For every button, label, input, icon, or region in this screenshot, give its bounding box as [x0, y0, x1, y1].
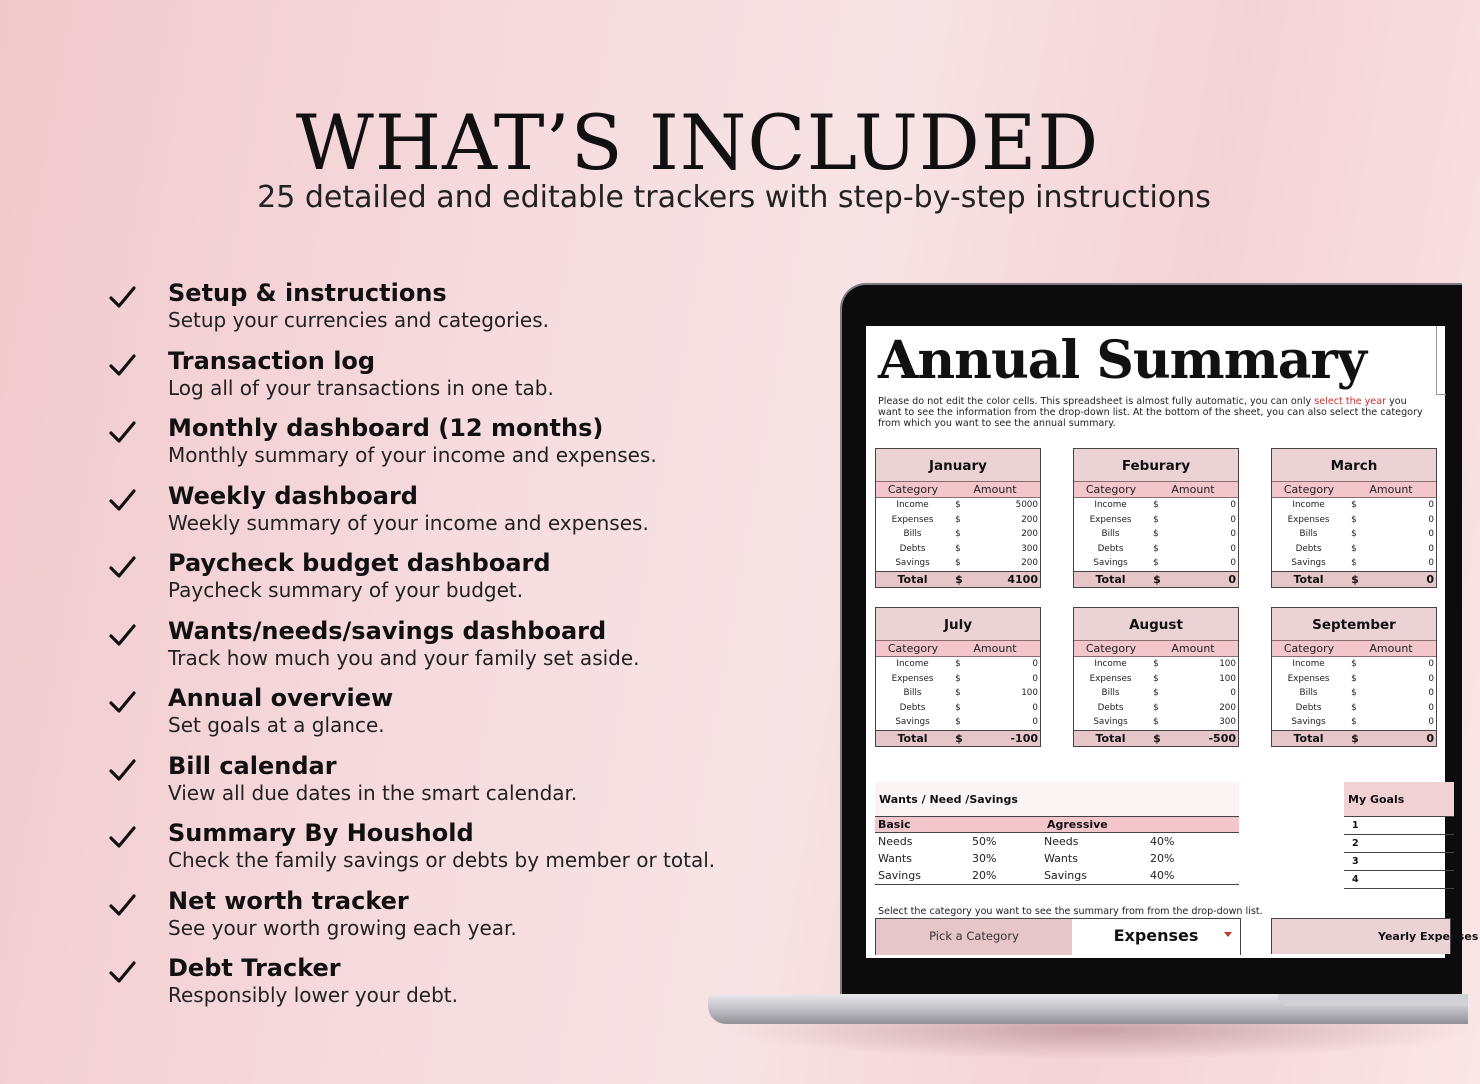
check-icon [108, 352, 136, 378]
wns-agressive-label: Agressive [1047, 818, 1108, 831]
feature-title: Debt Tracker [168, 954, 341, 982]
feature-item [106, 278, 786, 346]
month-row: Expenses $ 0 [1089, 514, 1236, 525]
month-row: Income $ 0 [1292, 500, 1434, 510]
month-row: Expenses $ 0 [1287, 514, 1434, 525]
feature-description: Weekly summary of your income and expenses. [168, 510, 649, 535]
feature-item [106, 683, 786, 751]
select-year-highlight: select the year [1314, 396, 1387, 407]
month-row: Savings $ 300 [1093, 717, 1236, 728]
my-goals-table [1344, 782, 1454, 889]
feature-title: Annual overview [168, 684, 394, 712]
month-row: Expenses $ 100 [1089, 673, 1236, 684]
month-column-header: Category Amount [876, 640, 1040, 657]
month-row: Income $ 100 [1094, 659, 1236, 669]
category-dropdown[interactable] [1072, 919, 1240, 955]
month-row: Income $ 0 [1292, 659, 1434, 669]
check-icon [108, 419, 136, 445]
month-row: Income $ 0 [896, 659, 1038, 669]
feature-title: Transaction log [168, 346, 376, 375]
sheet-title: Annual Summary [878, 330, 1367, 391]
month-total-row: Total $ 0 [1272, 571, 1436, 587]
wns-column-header [875, 816, 1239, 833]
goal-row[interactable]: 2 [1344, 834, 1454, 852]
check-icon [108, 959, 136, 985]
month-row: Bills $ 100 [903, 688, 1038, 699]
hero-title: WHAT’S INCLUDED [295, 98, 1100, 187]
yearly-expenses-header: Yearly Expenses [1271, 918, 1451, 954]
pick-category-note: Select the category you want to see the summary from from the drop-down list. [878, 906, 1263, 917]
check-icon [108, 487, 136, 513]
wns-title: Wants / Need /Savings [875, 782, 1239, 816]
feature-item [106, 953, 786, 1021]
month-row: Income $ 5000 [896, 500, 1038, 510]
feature-item [106, 751, 786, 819]
month-column-header: Category Amount [1272, 481, 1436, 498]
screen-edge-frame [1436, 326, 1446, 395]
feature-title: Paycheck budget dashboard [168, 549, 551, 577]
check-icon [108, 689, 136, 715]
pick-category-label: Pick a Category [876, 919, 1072, 955]
feature-title: Weekly dashboard [168, 481, 418, 510]
month-table-march [1271, 448, 1437, 588]
feature-description: Responsibly lower your debt. [168, 983, 459, 1007]
month-row: Bills $ 0 [1101, 688, 1236, 699]
wns-row: Savings 20% Savings 40% [878, 869, 1175, 882]
month-row: Savings $ 0 [1291, 558, 1434, 569]
month-name: March [1272, 449, 1436, 481]
feature-description: See your worth growing each year. [168, 915, 517, 940]
month-total-row: Total $ 0 [1272, 730, 1436, 746]
wns-row: Needs 50% Needs 40% [878, 835, 1175, 848]
month-name: Feburary [1074, 449, 1238, 481]
month-row: Savings $ 0 [895, 717, 1038, 728]
feature-description: Paycheck summary of your budget. [168, 578, 524, 602]
feature-item [106, 616, 786, 684]
month-row: Savings $ 0 [1093, 558, 1236, 569]
check-icon [108, 757, 136, 783]
feature-item [106, 481, 786, 549]
feature-title: Net worth tracker [168, 886, 409, 915]
feature-item [106, 886, 786, 954]
month-row: Debts $ 0 [1295, 702, 1434, 713]
feature-title: Summary By Houshold [168, 819, 474, 847]
month-column-header: Category Amount [1074, 640, 1238, 657]
month-row: Expenses $ 200 [891, 514, 1038, 525]
wns-row: Wants 30% Wants 20% [878, 852, 1175, 865]
feature-item [106, 346, 786, 414]
month-row: Bills $ 0 [1299, 688, 1434, 699]
month-total-row: Total $ 4100 [876, 571, 1040, 587]
month-column-header: Category Amount [1074, 481, 1238, 498]
feature-title: Monthly dashboard (12 months) [168, 414, 604, 442]
month-row: Debts $ 300 [899, 543, 1038, 554]
feature-item [106, 413, 786, 481]
goal-row[interactable]: 1 [1344, 816, 1454, 834]
month-total-row: Total $ 0 [1074, 571, 1238, 587]
month-column-header: Category Amount [876, 481, 1040, 498]
check-icon [108, 554, 136, 580]
month-row: Bills $ 200 [903, 529, 1038, 540]
hero-subtitle: 25 detailed and editable trackers with step-by-step instructions [257, 180, 1211, 215]
feature-description: Check the family savings or debts by member or total. [168, 848, 716, 872]
check-icon [108, 892, 136, 918]
feature-item [106, 548, 786, 616]
check-icon [108, 284, 136, 310]
feature-description: Log all of your transactions in one tab. [168, 375, 554, 400]
month-table-september [1271, 607, 1437, 747]
feature-item [106, 818, 786, 886]
month-name: July [876, 608, 1040, 640]
goal-row[interactable]: 3 [1344, 852, 1454, 870]
month-table-july [875, 607, 1041, 747]
month-row: Bills $ 0 [1101, 529, 1236, 540]
goal-row[interactable]: 4 [1344, 870, 1454, 889]
month-table-august [1073, 607, 1239, 747]
month-total-row: Total $ -500 [1074, 730, 1238, 746]
month-row: Debts $ 0 [1295, 543, 1434, 554]
month-table-feburary [1073, 448, 1239, 588]
month-row: Debts $ 0 [899, 702, 1038, 713]
category-dropdown-value: Expenses [1113, 926, 1199, 945]
pick-category-box [875, 918, 1241, 955]
month-name: August [1074, 608, 1238, 640]
feature-description: Setup your currencies and categories. [168, 308, 550, 332]
month-name: January [876, 449, 1040, 481]
month-table-january [875, 448, 1041, 588]
month-row: Debts $ 200 [1097, 702, 1236, 713]
laptop-screen [866, 326, 1479, 958]
feature-title: Setup & instructions [168, 279, 447, 307]
feature-description: View all due dates in the smart calendar. [168, 780, 578, 805]
wns-basic-label: Basic [878, 818, 911, 831]
month-total-row: Total $ -100 [876, 730, 1040, 746]
feature-description: Monthly summary of your income and expenses. [168, 443, 657, 467]
laptop-notch [1278, 994, 1468, 1006]
month-row: Bills $ 0 [1299, 529, 1434, 540]
feature-list [106, 278, 786, 1021]
month-row: Debts $ 0 [1097, 543, 1236, 554]
feature-title: Bill calendar [168, 751, 337, 780]
check-icon [108, 824, 136, 850]
goals-title: My Goals [1344, 782, 1454, 816]
wants-needs-savings-table [875, 782, 1239, 888]
sheet-instructions: Please do not edit the color cells. This spreadsheet is almost fully automatic, you can only select the year you want to see the information from the drop-down list. At the bottom of the sheet, you can also select the category from which you want to see the annual summary. [878, 396, 1423, 430]
feature-description: Track how much you and your family set aside. [168, 645, 640, 670]
month-row: Expenses $ 0 [1287, 673, 1434, 684]
check-icon [108, 622, 136, 648]
month-row: Savings $ 0 [1291, 717, 1434, 728]
month-row: Expenses $ 0 [891, 673, 1038, 684]
feature-description: Set goals at a glance. [168, 713, 385, 737]
month-row: Income $ 0 [1094, 500, 1236, 510]
dropdown-caret-icon[interactable] [1224, 932, 1232, 937]
month-name: September [1272, 608, 1436, 640]
feature-title: Wants/needs/savings dashboard [168, 616, 607, 645]
month-column-header: Category Amount [1272, 640, 1436, 657]
month-row: Savings $ 200 [895, 558, 1038, 569]
